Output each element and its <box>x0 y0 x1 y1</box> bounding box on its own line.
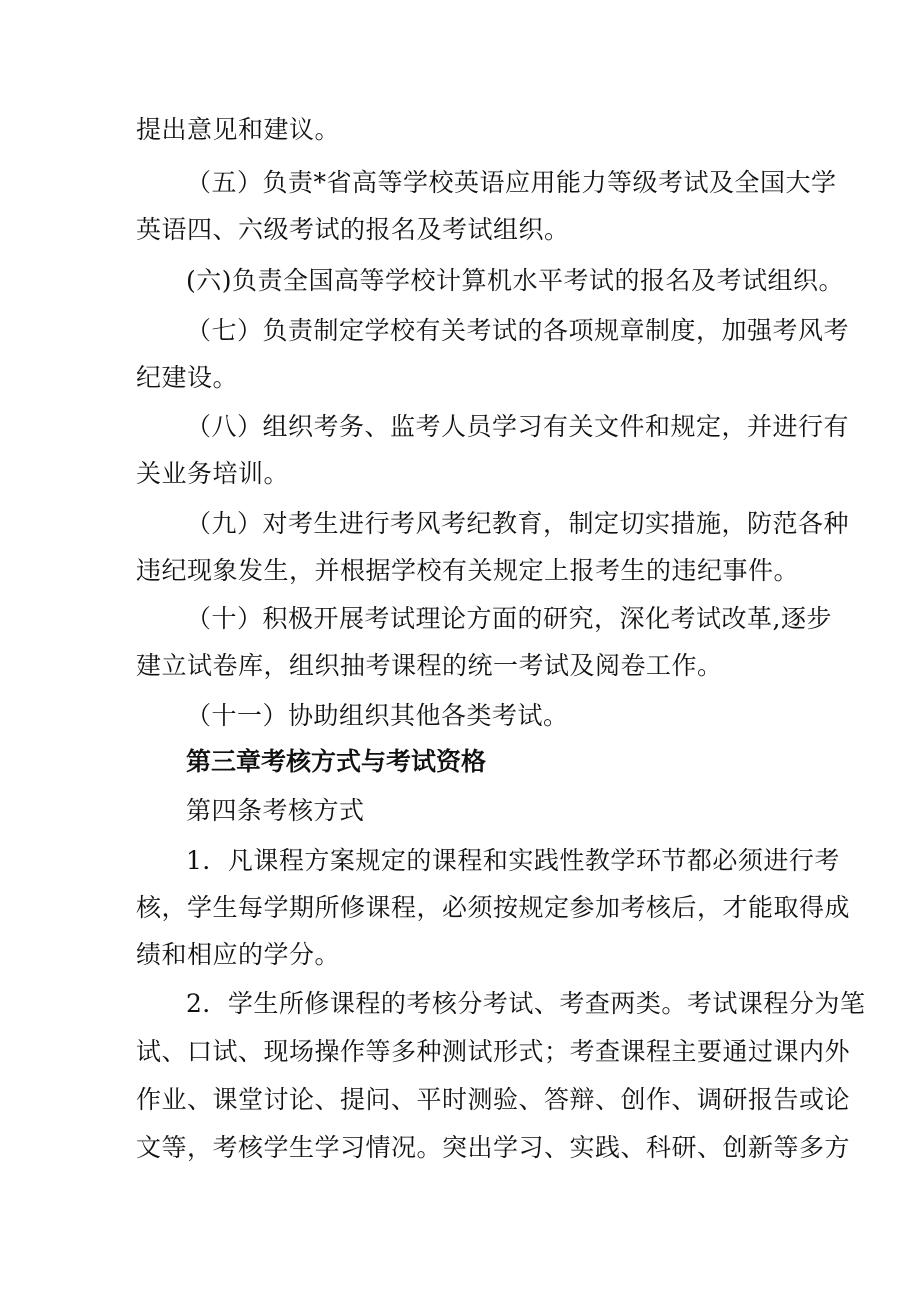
text-line: 作业、课堂讨论、提问、平时测验、答辩、创作、调研报告或论 <box>136 1085 851 1114</box>
text-line: 文等，考核学生学习情况。突出学习、实践、科研、创新等多方 <box>136 1133 851 1162</box>
chapter-heading: 第三章考核方式与考试资格 <box>186 747 487 776</box>
text-line: （八）组织考务、监考人员学习有关文件和规定，并进行有 <box>186 412 850 441</box>
text-line: 绩和相应的学分。 <box>136 940 341 969</box>
text-line: （十一）协助组织其他各类考试。 <box>186 701 569 730</box>
text-line: （五）负责*省高等学校英语应用能力等级考试及全国大学 <box>186 168 837 197</box>
text-line: （七）负责制定学校有关考试的各项规章制度，加强考风考 <box>186 316 850 345</box>
text-line: 试、口试、现场操作等多种测试形式；考查课程主要通过课内外 <box>136 1037 851 1066</box>
text-line: 违纪现象发生，并根据学校有关规定上报考生的违纪事件。 <box>136 556 800 585</box>
text-line: (六)负责全国高等学校计算机水平考试的报名及考试组织。 <box>186 266 845 295</box>
text-line: 英语四、六级考试的报名及考试组织。 <box>136 215 570 244</box>
text-line: 1．凡课程方案规定的课程和实践性教学环节都必须进行考 <box>186 846 840 875</box>
text-line: 核，学生每学期所修课程，必须按规定参加考核后，才能取得成 <box>136 893 851 922</box>
text-line: （十）积极开展考试理论方面的研究，深化考试改革,逐步 <box>186 604 832 633</box>
text-line: 建立试卷库，组织抽考课程的统一考试及阅卷工作。 <box>136 651 723 680</box>
article-title: 第四条考核方式 <box>186 796 365 825</box>
text-line: 2．学生所修课程的考核分考试、考查两类。考试课程分为笔 <box>186 989 866 1018</box>
text-line: （九）对考生进行考风考纪教育，制定切实措施，防范各种 <box>186 509 850 538</box>
text-line: 提出意见和建议。 <box>136 115 341 144</box>
text-line: 关业务培训。 <box>136 459 290 488</box>
text-line: 纪建设。 <box>136 363 239 392</box>
